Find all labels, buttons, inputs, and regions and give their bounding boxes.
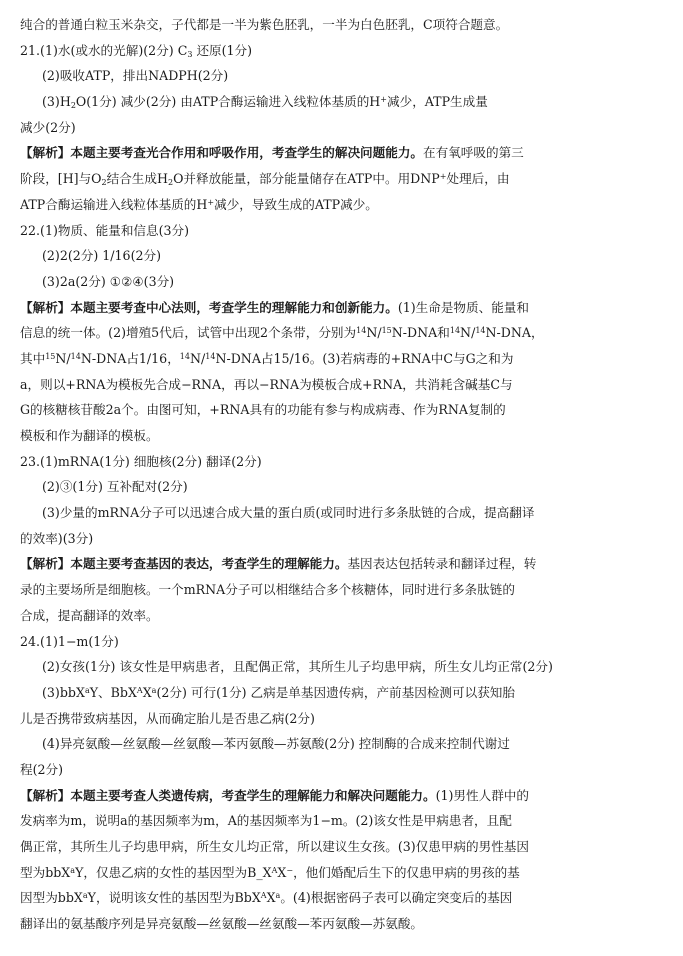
text-run: 结合生成H <box>106 171 168 187</box>
superscript: − <box>286 865 294 875</box>
text-line-l30 <box>20 757 665 783</box>
superscript: 14 <box>179 351 190 361</box>
text-run: (3)2a(2分) ①②④(3分) <box>42 273 175 289</box>
text-line-l24 <box>20 603 665 629</box>
text-line-l5 <box>20 115 665 141</box>
text-run: ，他们婚配后生下的仅患甲病的男孩的基 <box>293 864 520 880</box>
text-run: Y，仅患乙病的女性的基因型为B_X <box>75 864 272 880</box>
text-run: 型为bbX <box>20 864 71 880</box>
text-line-l31 <box>20 783 665 809</box>
text-run: 阶段，[H]与O <box>20 171 102 187</box>
text-run: N-DNA， <box>485 325 544 341</box>
text-run: (1)生命是物质、能量和 <box>397 299 529 315</box>
analysis-heading: 【解析】本题主要考查基因的表达，考查学生的理解能力。 <box>20 556 348 572</box>
text-line-l18 <box>20 449 665 475</box>
text-line-l4 <box>20 89 665 115</box>
text-run: 发病率为m，说明a的基因频率为m，A的基因频率为1−m。(2)该女性是甲病患者，且配 <box>20 813 512 829</box>
text-run: 纯合的普通白粒玉米杂交，子代都是一半为紫色胚乳，一半为白色胚乳，C项符合题意。 <box>20 17 509 32</box>
superscript: a <box>151 685 157 695</box>
text-run: (3)bbX <box>42 684 85 700</box>
text-line-l22 <box>20 551 665 577</box>
text-line-l13 <box>20 320 665 346</box>
text-run: X <box>266 890 276 906</box>
superscript: a <box>275 891 281 901</box>
text-run: 儿是否携带致病基因，从而确定胎儿是否患乙病(2分) <box>20 710 315 726</box>
text-line-l2 <box>20 38 665 64</box>
text-run: G的核糖核苷酸2a个。由图可知，+RNA具有的功能有参与构成病毒、作为RNA复制的 <box>20 402 506 418</box>
superscript: + <box>207 197 215 207</box>
superscript: 15 <box>381 326 392 336</box>
text-run: N-DNA占15/16。(3)若病毒的+RNA中C与G之和为 <box>215 350 514 366</box>
text-line-l26 <box>20 654 665 680</box>
text-line-l7 <box>20 166 665 192</box>
text-line-l23 <box>20 577 665 603</box>
subscript: 2 <box>70 101 76 111</box>
text-line-l15 <box>20 372 665 398</box>
text-run: 合成，提高翻译的效率。 <box>20 607 159 623</box>
text-run: 。(4)根据密码子表可以确定突变后的基因 <box>280 890 513 906</box>
superscript: 14 <box>449 326 461 336</box>
text-line-l11 <box>20 269 665 295</box>
analysis-heading: 【解析】本题主要考查光合作用和呼吸作用，考查学生的解决问题能力。 <box>20 145 423 161</box>
text-run: 翻译出的氨基酸序列是异亮氨酸—丝氨酸—丝氨酸—苯丙氨酸—苏氨酸。 <box>20 916 423 932</box>
text-line-l19 <box>20 474 665 500</box>
text-run: (2分) 可行(1分) 乙病是单基因遗传病，产前基因检测可以获知胎 <box>156 684 515 700</box>
subscript: 2 <box>101 178 107 188</box>
text-line-l8 <box>20 192 665 218</box>
text-run: (2)吸收ATP，排出NADPH(2分) <box>42 68 229 84</box>
superscript: + <box>439 172 447 182</box>
text-line-l10 <box>20 243 665 269</box>
text-line-l20 <box>20 500 665 526</box>
text-run: O(1分) 减少(2分) 由ATP合酶运输进入线粒体基质的H <box>75 94 381 110</box>
superscript: 14 <box>475 326 486 336</box>
text-run: 偶正常，其所生儿子均患甲病，所生女儿均正常，所以建议生女孩。(3)仅患甲病的男性基因 <box>20 839 529 854</box>
text-line-l14 <box>20 346 665 372</box>
text-run: (4)异亮氨酸—丝氨酸—丝氨酸—苯丙氨酸—苏氨酸(2分) 控制酶的合成来控制代谢过 <box>42 736 510 752</box>
text-line-l35 <box>20 885 665 911</box>
superscript: a <box>82 891 88 901</box>
text-run: 因型为bbX <box>20 890 83 906</box>
superscript: a <box>70 865 76 875</box>
text-line-l33 <box>20 834 665 860</box>
text-run: Y，说明该女性的基因型为BbX <box>87 890 261 906</box>
superscript: 14 <box>356 326 367 336</box>
text-line-l1 <box>20 12 665 38</box>
superscript: A <box>271 865 278 875</box>
text-run: N/ <box>366 325 382 341</box>
text-run: 减少，ATP生成量 <box>387 94 488 110</box>
text-run: 24.(1)1−m(1分) <box>20 633 119 649</box>
text-run: (2)2(2分) 1/16(2分) <box>42 248 162 264</box>
text-run: ATP合酶运输进入线粒体基质的H <box>20 196 208 212</box>
text-line-l21 <box>20 526 665 552</box>
text-run: (2)③(1分) 互补配对(2分) <box>42 479 188 495</box>
text-run: 在有氧呼吸的第三 <box>423 145 524 161</box>
text-run: 23.(1)mRNA(1分) 细胞核(2分) 翻译(2分) <box>20 453 262 469</box>
text-line-l36 <box>20 911 665 937</box>
superscript: A <box>136 685 143 695</box>
text-run: X <box>277 864 287 880</box>
text-run: 减少，导致生成的ATP减少。 <box>214 196 378 212</box>
text-line-l9 <box>20 218 665 244</box>
text-run: X <box>142 684 152 700</box>
text-run: N/ <box>460 325 476 341</box>
answer-sheet-page <box>0 12 683 956</box>
text-run: Y、BbX <box>89 684 137 700</box>
text-run: 基因表达包括转录和翻译过程，转 <box>347 556 537 572</box>
text-run: O并释放能量，部分能量储存在ATP中。用DNP <box>173 171 440 187</box>
superscript: a <box>84 685 90 695</box>
text-line-l16 <box>20 397 665 423</box>
text-run: 信息的统一体。(2)增殖5代后，试管中出现2个条带，分别为 <box>20 325 357 341</box>
text-run: N/ <box>55 350 71 366</box>
subscript: 3 <box>187 49 193 59</box>
text-run: 其中 <box>20 350 46 366</box>
superscript: A <box>260 891 267 901</box>
subscript: 2 <box>167 178 174 188</box>
text-line-l34 <box>20 860 665 886</box>
superscript: + <box>380 95 387 105</box>
text-run: 模板和作为翻译的模板。 <box>20 428 159 443</box>
text-run: N/ <box>189 350 206 366</box>
text-run: a，则以+RNA为模板先合成−RNA，再以−RNA为模板合成+RNA，共消耗含碱基C与 <box>20 376 513 392</box>
analysis-heading: 【解析】本题主要考查人类遗传病，考查学生的理解能力和解决问题能力。 <box>20 787 436 803</box>
text-run: N-DNA和 <box>391 325 450 341</box>
text-run: 的效率)(3分) <box>20 530 94 546</box>
text-run: (1)男性人群中的 <box>435 787 529 803</box>
text-run: (3)少量的mRNA分子可以迅速合成大量的蛋白质(或同时进行多条肽链的合成，提高翻译 <box>42 505 535 521</box>
text-run: 22.(1)物质、能量和信息(3分) <box>20 222 190 238</box>
text-line-l28 <box>20 706 665 732</box>
superscript: 15 <box>45 351 56 361</box>
text-run: 21.(1)水(或水的光解)(2分) C <box>20 42 188 58</box>
text-line-l17 <box>20 423 665 449</box>
text-run: 录的主要场所是细胞核。一个mRNA分子可以相继结合多个核糖体，同时进行多条肽链的 <box>20 582 515 598</box>
text-run: 减少(2分) <box>20 119 76 135</box>
text-run: (3)H <box>42 94 71 110</box>
text-line-l3 <box>20 63 665 89</box>
text-line-l6 <box>20 140 665 166</box>
superscript: 14 <box>205 351 216 361</box>
text-line-l32 <box>20 808 665 834</box>
text-run: N-DNA占1/16， <box>80 350 180 366</box>
analysis-heading: 【解析】本题主要考查中心法则，考查学生的理解能力和创新能力。 <box>20 299 398 315</box>
text-line-l29 <box>20 731 665 757</box>
text-line-l27 <box>20 680 665 706</box>
text-run: 程(2分) <box>20 761 64 777</box>
text-run: (2)女孩(1分) 该女性是甲病患者，且配偶正常，其所生儿子均患甲病，所生女儿均正常(2分) <box>42 659 553 675</box>
text-line-l12 <box>20 295 665 321</box>
text-run: 还原(1分) <box>192 42 253 58</box>
superscript: 14 <box>70 351 81 361</box>
text-run: 处理后，由 <box>446 171 510 187</box>
text-line-l25 <box>20 629 665 655</box>
